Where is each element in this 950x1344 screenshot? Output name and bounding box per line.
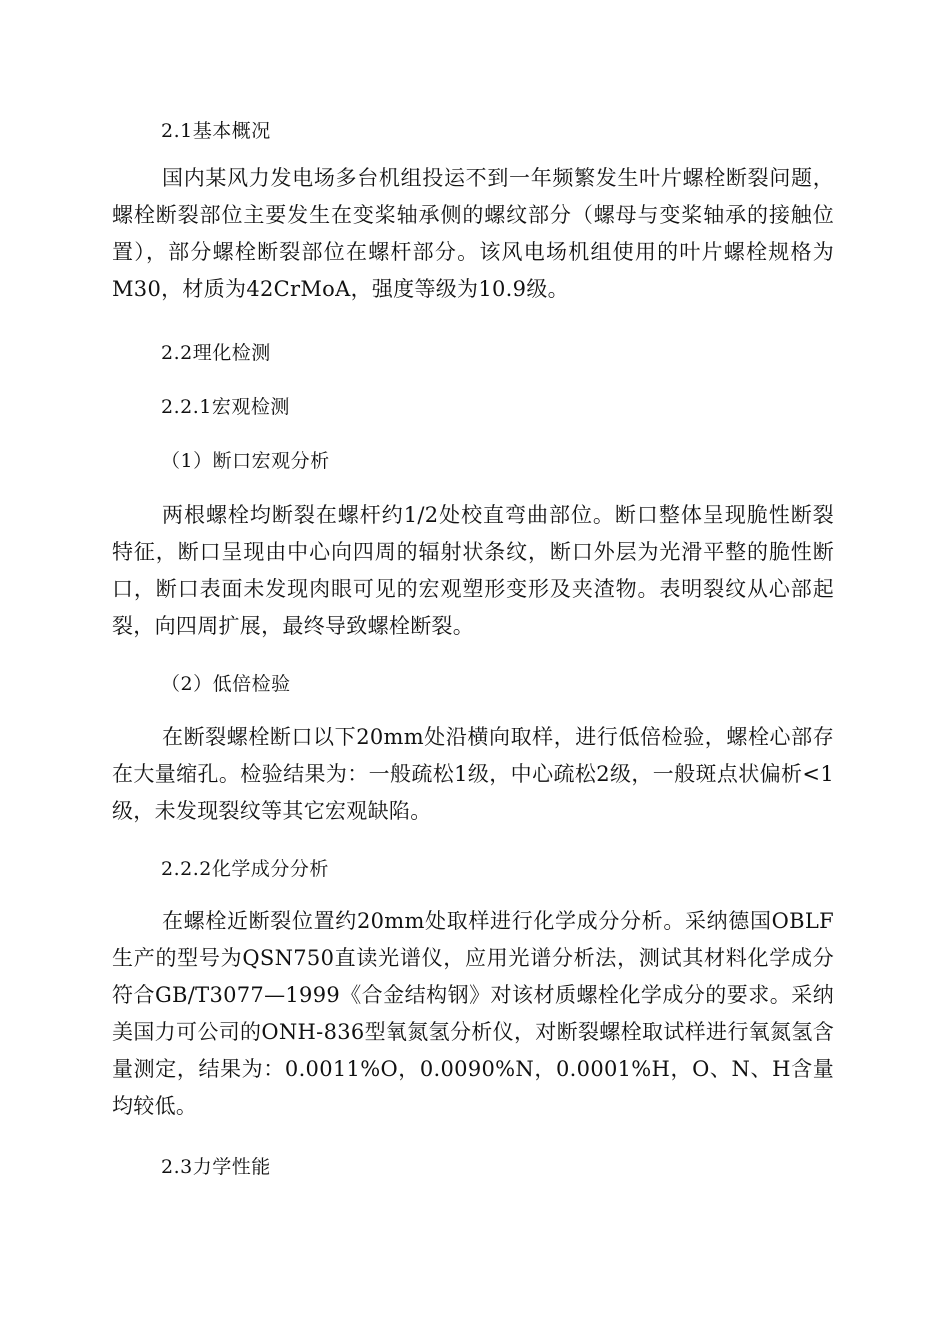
paragraph-overview: 国内某风力发电场多台机组投运不到一年频繁发生叶片螺栓断裂问题，螺栓断裂部位主要发生在变桨轴承侧的螺纹部分（螺母与变桨轴承的接触位置），部分螺栓断裂部位在螺杆部分。该风电场机组使用的叶片螺栓规格为M30，材质为42CrMoA，强度等级为10.9级。: [112, 166, 834, 301]
section-heading-2-3: 2.3力学性能: [161, 1156, 271, 1178]
section-heading-2-2-1: 2.2.1宏观检测: [161, 396, 290, 418]
paragraph-fracture-macro: 两根螺栓均断裂在螺杆约1/2处校直弯曲部位。断口整体呈现脆性断裂特征，断口呈现由中心向四周的辐射状条纹，断口外层为光滑平整的脆性断口，断口表面未发现肉眼可见的宏观塑形变形及夹渣物。表明裂纹从心部起裂，向四周扩展，最终导致螺栓断裂。: [112, 503, 834, 638]
subheading-fracture-macro: （1）断口宏观分析: [161, 450, 330, 472]
section-heading-2-2: 2.2理化检测: [161, 342, 271, 364]
paragraph-chemical-analysis: 在螺栓近断裂位置约20mm处取样进行化学成分分析。采纳德国OBLF生产的型号为QSN750直读光谱仪，应用光谱分析法，测试其材料化学成分符合GB/T3077—1999《合金结构钢》对该材质螺栓化学成分的要求。采纳美国力可公司的ONH-836型氧氮氢分析仪，对断裂螺栓取试样进行氧氮氢含量测定，结果为：0.0011%O，0.0090%N，0.0001%H，O、N、H含量均较低。: [112, 909, 834, 1118]
section-heading-2-2-2: 2.2.2化学成分分析: [161, 858, 329, 880]
subheading-low-magnification: （2）低倍检验: [161, 673, 291, 695]
paragraph-low-magnification: 在断裂螺栓断口以下20mm处沿横向取样，进行低倍检验，螺栓心部存在大量缩孔。检验结果为：一般疏松1级，中心疏松2级，一般斑点状偏析<1级，未发现裂纹等其它宏观缺陷。: [112, 725, 834, 823]
section-heading-2-1: 2.1基本概况: [161, 120, 271, 142]
